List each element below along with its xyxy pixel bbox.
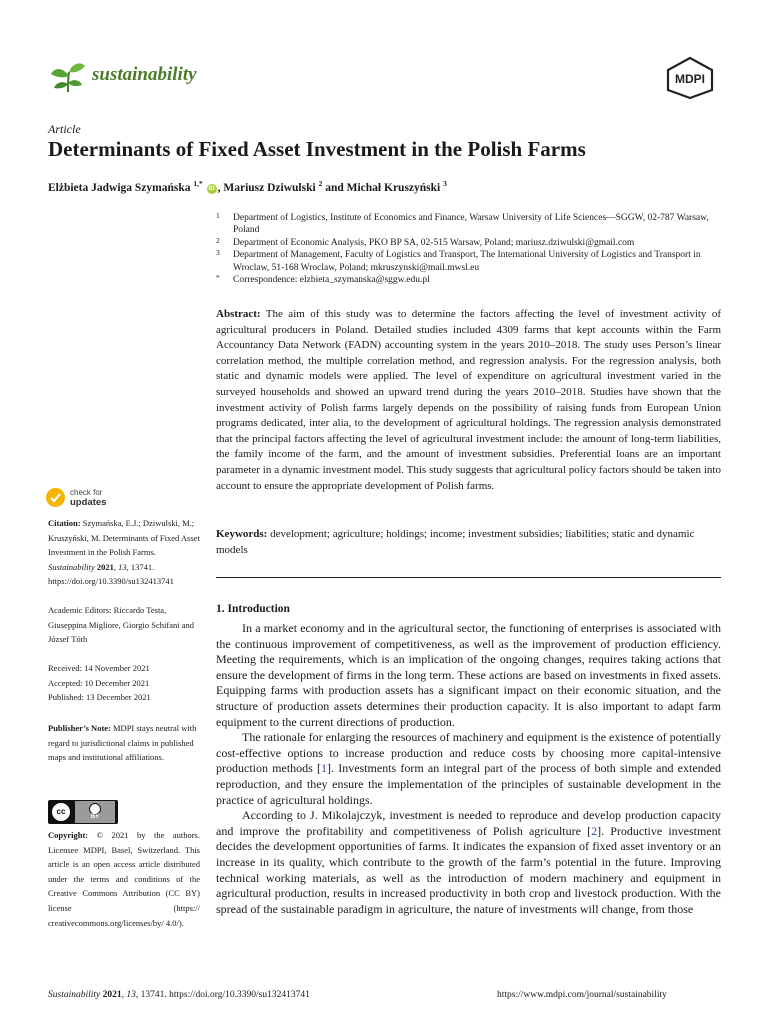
copyright-block (48, 828, 200, 930)
footer-journal: Sustainability (48, 990, 101, 1000)
orcid-icon[interactable]: iD (208, 184, 215, 192)
check-for-updates-button[interactable] (46, 488, 146, 510)
academic-editors: Academic Editors: Riccardo Testa, Giuseppina Migliore, Giorgio Schifani and József Tóth (48, 605, 194, 645)
paragraph-text: ]. Investments form an integral part of the process of both simple and extended reproduction, and they ensure the implementation of the principles of sustainable development in the practice of agricultural holdings. (216, 761, 721, 807)
paragraph-text: ]. Productive investment decides the development opportunities of farms. It indicates the expansion of fixed asset inventory or an increase in its quality, which contribute to the growth of the farm’s potential in the future. Improving technical working materials, as well as the introduction of modern machinery and equipment in agricultural production, results in increased productivity in both crop and livestock production. With the spread of the sustainable paradigm in agriculture, the nature of investments will change, from those (216, 823, 721, 916)
paragraph: In a market economy and in the agricultural sector, the functioning of enterprises is associated with the continuous improvement of competitiveness, as well as the improvement of production efficiency. Meeting the requirements, which is an implication of the ongoing changes, requires taking actions that ensure the development of firms in the long term. These actions are based on investments in fixed assets. Equipping farms with production assets has a significant impact on their economic situation, and the structure of production assets determines their production capacity. It is also important to adapt farm equipment to the current directions of production. (216, 621, 721, 729)
citation-block (48, 516, 200, 589)
author-3-affiliation: 3 (443, 179, 447, 188)
author-3[interactable]: Michał Kruszyński (346, 181, 441, 194)
journal-logo-icon (48, 58, 88, 98)
affiliation-number: 3 (216, 248, 220, 258)
footer-citation (48, 990, 310, 1000)
divider (216, 577, 721, 578)
article-type: Article (48, 122, 81, 136)
by-label: BY (90, 814, 100, 820)
check-updates-line1: check for (70, 488, 103, 497)
affiliation-text: Correspondence: elzbieta_szymanska@sggw.edu.pl (233, 275, 430, 286)
date-accepted: Accepted: 10 December 2021 (48, 677, 150, 688)
citation-year: 2021 (94, 561, 114, 572)
keywords (216, 527, 721, 558)
affiliation-item (216, 249, 722, 274)
abstract (216, 307, 721, 494)
affiliation-number: * (216, 273, 220, 283)
paragraph (216, 730, 721, 808)
section-heading: 1. Introduction (216, 603, 290, 615)
publisher-note-text: MDPI stays neutral with regard to jurisdictional claims in published maps and institutional affiliations. (48, 723, 197, 763)
author-separator: and (322, 181, 347, 194)
keywords-label: Keywords: (216, 528, 268, 540)
citation-journal: Sustainability (48, 561, 95, 572)
affiliation-item (216, 237, 722, 249)
author-separator: , (217, 181, 224, 194)
abstract-label: Abstract: (216, 308, 261, 320)
abstract-text: The aim of this study was to determine the factors affecting the level of investment activity of agricultural producers in Poland. Detailed studies included 4309 farms that kept accounts within the Farm Accountancy Data Network (FADN) accounting system in the years 2010–2018. The study uses Person’s linear correlation method, the multiple correlation method, and regression analysis. For the regression analysis, both static and dynamic models were applied. The level of expenditure on agricultural investment varied in the surveyed households and showed an upward trend during the years 2010–2018. Studies have shown that the investment activity of Polish farms largely depends on the possibility of raising funds from European Union programs dedicated, inter alia, to the development of agricultural holdings. The regression analysis demonstrated that the principal factors affecting the level of agricultural investment include: the amount of long-term liabilities, the family income of the farm, and the amount of investment subsidies. Preferential loans are an important parameter in a dynamic investment model. This study suggests that agricultural policy factors should be taken into account to ensure the appropriate development of Polish farms. (216, 308, 721, 492)
date-published: Published: 13 December 2021 (48, 692, 151, 703)
copyright-label: Copyright: (48, 830, 89, 840)
reference-link[interactable]: 1 (321, 761, 328, 776)
author-1[interactable]: Elżbieta Jadwiga Szymańska (48, 181, 191, 194)
affiliation-text: Department of Economic Analysis, PKO BP SA, 02-515 Warsaw, Poland; mariusz.dziwulski@gmail.com (233, 237, 635, 248)
by-icon (75, 801, 115, 823)
page-title: Determinants of Fixed Asset Investment in the Polish Farms (48, 137, 586, 161)
citation-label: Citation: (48, 518, 81, 528)
paragraph-text: The rationale for enlarging the resources of machinery and equipment is the existence of potentially cost-effective options to increase production and reduce costs by choosing more capital-intensive production methods [ (216, 730, 721, 776)
check-updates-icon (46, 488, 65, 507)
footer-year: 2021 (100, 990, 122, 1000)
affiliation-number: 2 (216, 235, 220, 245)
citation-doi[interactable]: , 13741. https://doi.org/10.3390/su132413741 (48, 561, 174, 587)
footer-volume: , 13 (121, 990, 136, 1000)
publication-dates (48, 661, 200, 705)
cc-by-license-badge[interactable] (48, 800, 118, 824)
footer-doi[interactable]: , 13741. https://doi.org/10.3390/su132413741 (135, 990, 310, 1000)
affiliation-number: 1 (216, 211, 220, 220)
paragraph (216, 808, 721, 917)
publisher-note-label: Publisher’s Note: (48, 723, 111, 733)
citation-volume: , 13 (113, 561, 127, 572)
citation-text: Szymańska, E.J.; Dziwulski, M.; Kruszyński, M. Determinants of Fixed Asset Investment in the Polish Farms. (48, 518, 200, 558)
keywords-text: development; agriculture; holdings; income; investment subsidies; liabilities; static and dynamic models (216, 528, 695, 556)
author-list (48, 179, 447, 194)
reference-link[interactable]: 2 (591, 823, 598, 838)
affiliation-item (216, 274, 722, 286)
footer-journal-url[interactable]: https://www.mdpi.com/journal/sustainability (497, 990, 667, 1000)
publisher-note (48, 721, 200, 765)
date-received: Received: 14 November 2021 (48, 663, 150, 673)
mdpi-logo-text: MDPI (675, 72, 705, 86)
journal-name[interactable]: sustainability (92, 64, 197, 85)
author-2-affiliation: 2 (318, 179, 323, 188)
affiliations (216, 212, 722, 286)
paragraph-text: According to J. Mikolajczyk, investment is needed to reproduce and develop production capacity and improve the profitability and competitiveness of Polish agriculture [ (216, 808, 721, 838)
affiliation-item (216, 212, 722, 237)
body-text (216, 621, 721, 917)
author-1-affiliation: 1,* (193, 179, 203, 188)
check-updates-line2: updates (70, 497, 107, 508)
affiliation-text: Department of Management, Faculty of Logistics and Transport, The International University of Logistics and Transport in Wroclaw, 51-168 Wroclaw, Poland; mkruszynski@mail.mwsl.eu (233, 250, 701, 273)
copyright-text: © 2021 by the authors. Licensee MDPI, Basel, Switzerland. This article is an open access article distributed under the terms and conditions of the Creative Commons Attribution (CC BY) license (https:// creativecommons.org/licenses/by/ 4.0/). (48, 830, 200, 928)
cc-icon: cc (51, 802, 71, 822)
affiliation-text: Department of Logistics, Institute of Economics and Finance, Warsaw University of Life Sciences—SGGW, 02-787 Warsaw, Poland (233, 213, 709, 236)
mdpi-logo[interactable] (664, 56, 716, 100)
author-2[interactable]: Mariusz Dziwulski (223, 181, 316, 194)
